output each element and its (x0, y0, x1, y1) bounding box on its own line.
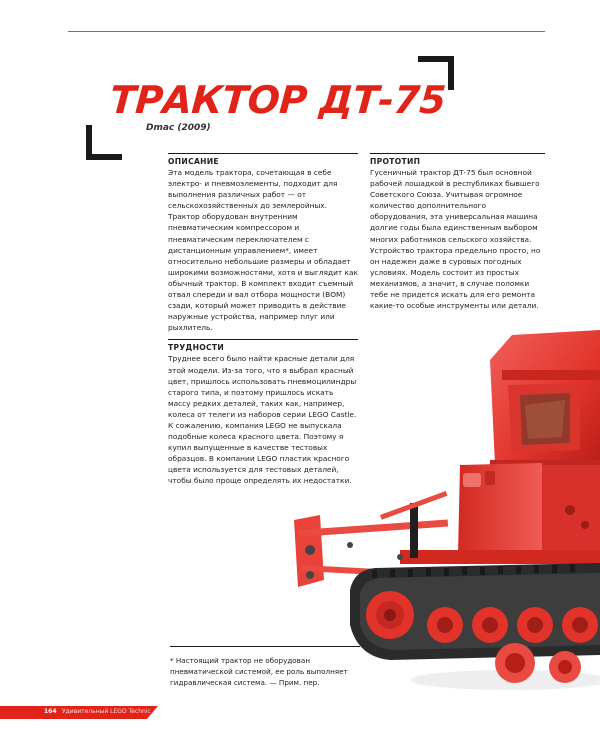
tractor-frame (400, 550, 600, 564)
tractor-cab (490, 330, 600, 468)
footnote: * Настоящий трактор не оборудован пневматической системой, ее роль выполняет гидравлическая система. — Прим. пер. (170, 646, 360, 688)
author-credit: Dmac (2009) (146, 123, 211, 133)
right-column (370, 153, 545, 317)
tractor-photo (280, 325, 600, 695)
running-title: Удивительный LEGO Technic (62, 708, 151, 715)
section-heading-prototype: ПРОТОТИП (370, 153, 545, 167)
section-text-prototype: Гусеничный трактор ДТ-75 был основной рабочей лошадкой в республиках бывшего Советского Союза. Учитывая огромное количество дополнительного оборудования, эта универсальная машина долгие годы была единственным выбором многих работников сельского хозяйства. Устройство трактора предельно просто, но он надежен даже в суровых погодных условиях. Модель состоит из простых механизмов, а значит, в случае поломки тебе не придется искать для его ремонта какие-то особые инструменты или детали. (370, 168, 541, 311)
section-heading-difficulties: ТРУДНОСТИ (168, 339, 358, 353)
tractor-hood (458, 463, 600, 560)
section-heading-description: ОПИСАНИЕ (168, 153, 358, 167)
page-title: ТРАКТОР ДТ-75 (108, 78, 448, 122)
section-text-difficulties: Труднее всего было найти красные детали для этой модели. Из-за того, что я выбрал красный цвет, пришлось использовать пневмоцилиндры старого типа, и поэтому пришлось искать массу редких деталей, таких как, например, колеса от телеги из наборов серии LEGO Castle. К сожалению, компания LEGO не выпускала подобные колеса красного цвета. Поэтому я купил выпущенные в качестве тестовых образцов. В компании LEGO пластик красного цвета используется для тестовых деталей, чтобы было проще определять их недостатки. (168, 354, 357, 486)
section-text-description: Эта модель трактора, сочетающая в себе электро- и пневмоэлементы, подходит для выполнения различных работ — от сельскохозяйственных до землеройных. Трактор оборудован внутренним пневматическим компрессором и пневматическим переключателем с дистанционным управлением*, имеет относительно небольшие размеры и обладает широкими возможностями, хотя и выглядит как обычный трактор. В комплект входит съемный отвал спереди и вал отбора мощности (ВОМ) сзади, который может приводить в действие наружные устройства, например плуг или рыхлитель. (168, 168, 358, 333)
page-number: 164 (44, 708, 57, 715)
top-rule (68, 31, 545, 32)
